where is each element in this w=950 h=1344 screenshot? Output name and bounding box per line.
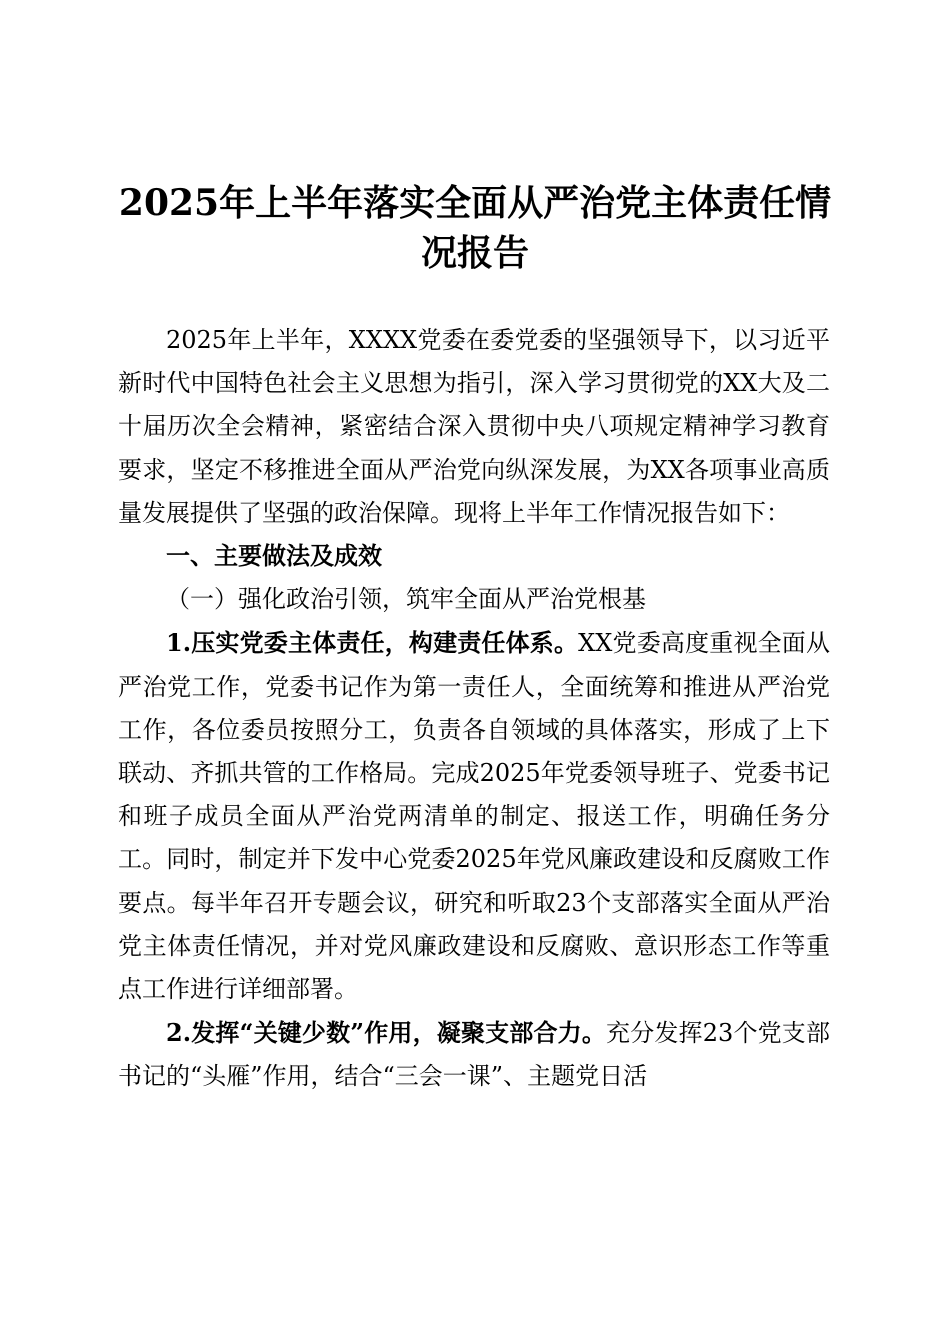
- item-1-lead: 1.压实党委主体责任，构建责任体系。: [166, 628, 579, 658]
- document-title: 2025年上半年落实全面从严治党主体责任情况报告: [118, 182, 832, 274]
- item-1-body: XX党委高度重视全面从严治党工作，党委书记作为第一责任人，全面统筹和推进从严治党工作，各位委员按照分工，负责各自领域的具体落实，形成了上下联动、齐抓共管的工作格局。完成2025年党委领导班子、党委书记和班子成员全面从严治党两清单的制定、报送工作，明确任务分工。同时，制定并下发中心党委2025年党风廉政建设和反腐败工作要点。每半年召开专题会议，研究和听取23个支部落实全面从严治党主体责任情况，并对党风廉政建设和反腐败、意识形态工作等重点工作进行详细部署。: [118, 629, 830, 1004]
- document-body: [118, 319, 830, 1099]
- item-2-lead: 2.发挥“关键少数”作用，凝聚支部合力。: [166, 1018, 607, 1048]
- section-heading: 一、主要做法及成效: [166, 542, 382, 571]
- subsection-heading: （一）强化政治引领，筑牢全面从严治党根基: [166, 585, 646, 614]
- item-2-paragraph: [118, 1011, 830, 1098]
- intro-paragraph: 2025年上半年，XXXX党委在委党委的坚强领导下，以习近平新时代中国特色社会主义思想为指引，深入学习贯彻党的XX大及二十届历次全会精神，紧密结合深入贯彻中央八项规定精神学习教育要求，坚定不移推进全面从严治党向纵深发展，为XX各项事业高质量发展提供了坚强的政治保障。现将上半年工作情况报告如下：: [118, 326, 830, 527]
- item-1-paragraph: [118, 621, 830, 1011]
- item-2-body: 充分发挥23个党支部书记的“头雁”作用，结合“三会一课”、主题党日活: [118, 1019, 830, 1091]
